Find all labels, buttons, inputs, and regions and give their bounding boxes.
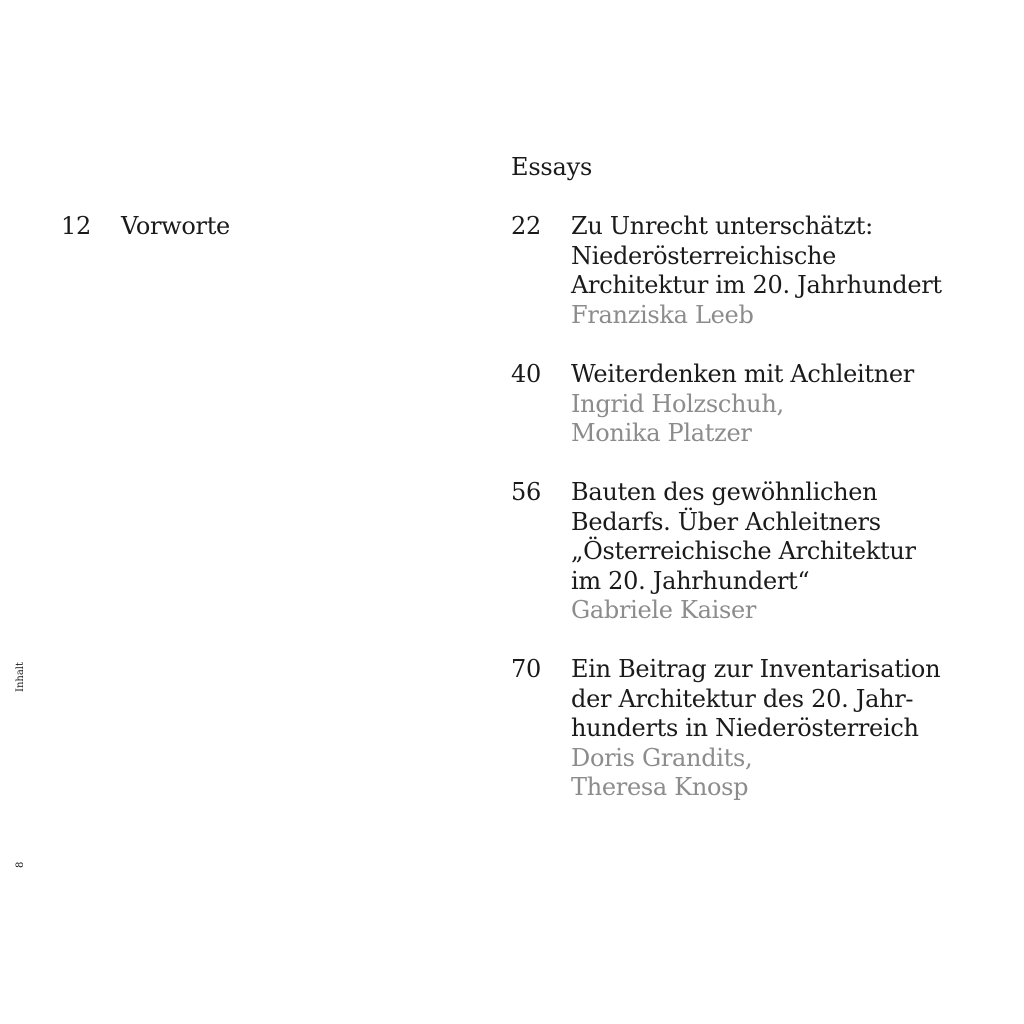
page-number: 8 xyxy=(15,861,26,868)
toc-entry-title-line: Niederösterreichische xyxy=(571,241,837,270)
essays-heading: Essays xyxy=(511,153,593,181)
toc-entry-title-line: der Architektur des 20. Jahr- xyxy=(571,684,914,713)
toc-entry-author: Gabriele Kaiser xyxy=(571,596,757,624)
toc-entry-title-line: Bedarfs. Über Achleitners xyxy=(571,507,881,536)
toc-entry-title-line: Weiterdenken mit Achleitner xyxy=(571,360,914,388)
toc-entry-author: Franziska Leeb xyxy=(571,300,754,329)
toc-entry-title-line: Ein Beitrag zur Inventarisation xyxy=(571,655,941,683)
toc-entry-body xyxy=(571,212,971,330)
toc-entry-title-line: Zu Unrecht unterschätzt: xyxy=(571,212,873,240)
toc-entry-author: Monika Platzer xyxy=(571,419,752,447)
toc-page-number: 40 xyxy=(511,360,541,388)
toc-entry-title-line: hunderts in Niederösterreich xyxy=(571,714,919,742)
toc-entry-body xyxy=(571,478,971,626)
toc-entry-title-line: Architektur im 20. Jahrhundert xyxy=(571,271,942,299)
toc-entry-title-line: Bauten des gewöhnlichen xyxy=(571,478,878,506)
toc-page-number: 56 xyxy=(511,478,541,506)
toc-entry-title-line: im 20. Jahrhundert“ xyxy=(571,566,810,595)
toc-entry-body xyxy=(571,655,971,803)
running-section-label: Inhalt xyxy=(15,661,26,692)
toc-entry-body xyxy=(571,360,971,449)
toc-entry-author: Doris Grandits, xyxy=(571,743,753,772)
toc-page-number: 22 xyxy=(511,212,541,240)
toc-page-number: 12 xyxy=(61,212,91,240)
toc-page-number: 70 xyxy=(511,655,541,683)
toc-entry-author: Ingrid Holzschuh, xyxy=(571,389,784,418)
toc-entry-title-line: „Österreichische Architektur xyxy=(571,537,916,565)
toc-entry-body xyxy=(121,212,521,242)
toc-entry-author: Theresa Knosp xyxy=(571,773,749,801)
toc-entry-title: Vorworte xyxy=(121,212,230,240)
